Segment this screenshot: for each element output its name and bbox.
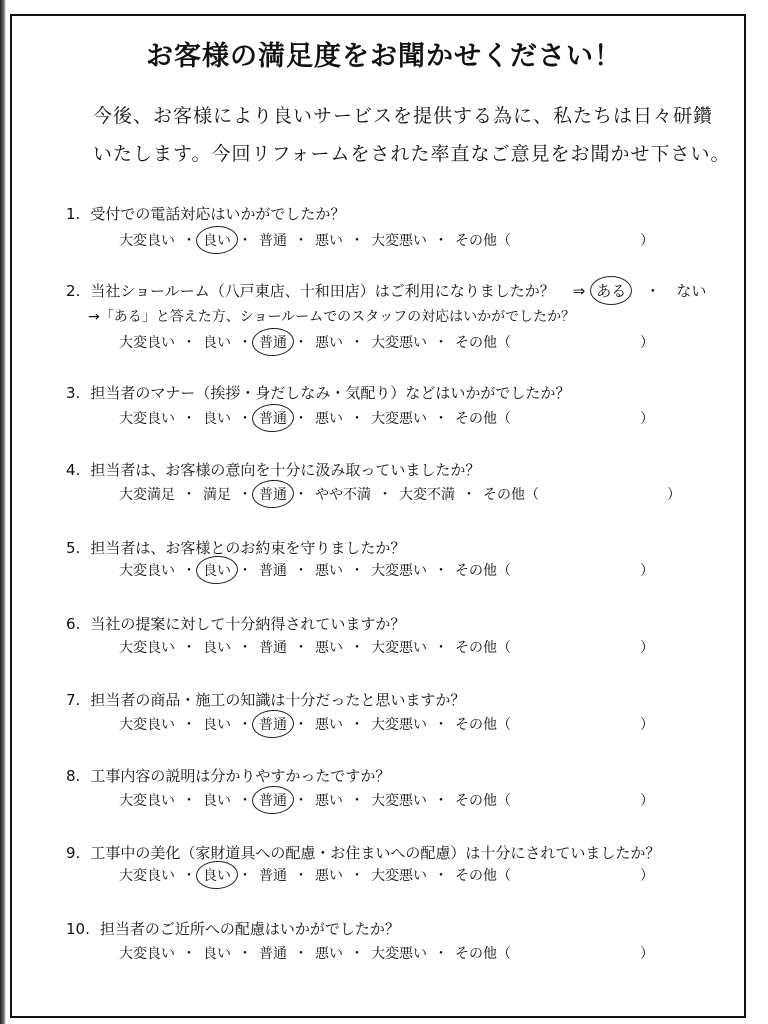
option-choice[interactable]: 大変良い — [119, 717, 175, 733]
option-choice[interactable]: その他（ — [455, 335, 511, 351]
option-choice[interactable]: 悪い — [315, 946, 343, 962]
question-number: 10. — [66, 920, 90, 938]
close-paren: ） — [640, 717, 654, 733]
option-choice[interactable]: 悪い — [315, 411, 343, 427]
separator: ・ — [350, 868, 364, 884]
option-selected[interactable]: 良い — [201, 230, 233, 250]
separator: ・ — [238, 640, 252, 656]
separator: ・ — [182, 411, 196, 427]
separator: ・ — [182, 868, 196, 884]
separator: ・ — [238, 335, 252, 351]
separator: ・ — [294, 487, 308, 503]
option-choice[interactable]: 大変悪い — [371, 946, 427, 962]
option-choice[interactable]: その他（ — [455, 868, 511, 884]
option-choice[interactable]: 大変悪い — [371, 563, 427, 579]
separator: ・ — [238, 717, 252, 733]
separator: ・ — [182, 487, 196, 503]
separator: ・ — [434, 946, 448, 962]
option-choice[interactable]: 満足 — [203, 487, 231, 503]
separator: ・ — [434, 640, 448, 656]
close-paren: ） — [640, 411, 654, 427]
separator: ・ — [294, 793, 308, 809]
option-choice[interactable]: その他（ — [455, 411, 511, 427]
question-number: 8. — [66, 767, 81, 785]
question-number: 3. — [66, 384, 81, 402]
question-number: 1. — [66, 205, 81, 223]
separator: ・ — [238, 563, 252, 579]
option-choice[interactable]: やや不満 — [315, 487, 371, 503]
separator: ・ — [434, 563, 448, 579]
question-label: 担当者のご近所への配慮はいかがでしたか？ — [99, 920, 400, 938]
separator: ・ — [350, 233, 364, 249]
option-selected[interactable]: 普通 — [257, 408, 289, 428]
option-choice[interactable]: 良い — [203, 335, 231, 351]
option-choice[interactable]: 悪い — [315, 335, 343, 351]
question-1-options — [117, 230, 513, 250]
option-selected[interactable]: 普通 — [257, 484, 289, 504]
question-2-text — [66, 280, 706, 301]
answer-yes-circled[interactable]: ある — [593, 280, 629, 301]
option-choice[interactable]: その他（ — [455, 717, 511, 733]
scan-edge — [0, 0, 6, 1024]
separator: ・ — [238, 233, 252, 249]
separator: ・ — [350, 335, 364, 351]
separator: ・ — [294, 717, 308, 733]
question-5-text — [66, 537, 405, 558]
intro-line-2: いたします。今回リフォームをされた率直なご意見をお聞かせ下さい。 — [93, 143, 731, 165]
option-choice[interactable]: 良い — [203, 411, 231, 427]
question-2-options — [117, 332, 513, 352]
question-label: 担当者は、お客様とのお約束を守りましたか？ — [90, 539, 406, 557]
separator: ・ — [350, 563, 364, 579]
separator: ・ — [294, 640, 308, 656]
separator: ・ — [350, 640, 364, 656]
close-paren: ） — [640, 868, 654, 884]
option-choice[interactable]: その他（ — [483, 487, 539, 503]
separator: ・ — [238, 487, 252, 503]
separator: ・ — [434, 793, 448, 809]
separator: ・ — [434, 233, 448, 249]
option-choice[interactable]: その他（ — [455, 946, 511, 962]
separator: ・ — [350, 411, 364, 427]
option-choice[interactable]: 悪い — [315, 563, 343, 579]
question-3-options — [117, 408, 513, 428]
question-8-text — [66, 765, 390, 786]
question-label: 受付での電話対応はいかがでしたか？ — [90, 205, 346, 223]
option-choice[interactable]: 大変良い — [119, 233, 175, 249]
option-choice[interactable]: その他（ — [455, 640, 511, 656]
option-choice[interactable]: 大変悪い — [371, 868, 427, 884]
option-choice[interactable]: その他（ — [455, 563, 511, 579]
intro-line-1: 今後、お客様により良いサービスを提供する為に、私たちは日々研鑽 — [93, 105, 714, 127]
option-choice[interactable]: 大変良い — [119, 946, 175, 962]
option-choice[interactable]: 普通 — [259, 563, 287, 579]
question-label: 当社ショールーム（八戸東店、十和田店）はご利用になりましたか？ — [90, 282, 555, 300]
option-selected[interactable]: 良い — [201, 560, 233, 580]
option-choice[interactable]: 大変良い — [119, 868, 175, 884]
question-8-options — [117, 790, 513, 810]
option-choice[interactable]: 良い — [203, 717, 231, 733]
close-paren: ） — [667, 487, 681, 503]
option-choice[interactable]: 悪い — [315, 717, 343, 733]
question-label: 工事中の美化（家財道具への配慮・お住まいへの配慮）は十分にされていましたか？ — [90, 844, 661, 862]
option-choice[interactable]: 悪い — [315, 868, 343, 884]
separator: ・ — [462, 487, 476, 503]
question-number: 7. — [66, 691, 81, 709]
option-choice[interactable]: 大変悪い — [371, 640, 427, 656]
close-paren: ） — [640, 233, 654, 249]
question-6-text — [66, 613, 405, 634]
separator: ・ — [645, 282, 661, 300]
question-number: 6. — [66, 615, 81, 633]
option-choice[interactable]: 大変良い — [119, 563, 175, 579]
separator: ・ — [378, 487, 392, 503]
option-choice[interactable]: 普通 — [259, 946, 287, 962]
question-7-options — [117, 714, 513, 734]
option-choice[interactable]: 悪い — [315, 640, 343, 656]
question-number: 5. — [66, 539, 81, 557]
option-selected[interactable]: 普通 — [257, 790, 289, 810]
option-choice[interactable]: 良い — [203, 793, 231, 809]
separator: ・ — [182, 640, 196, 656]
question-10-options — [117, 943, 513, 963]
option-choice[interactable]: 大変満足 — [119, 487, 175, 503]
separator: ・ — [238, 868, 252, 884]
question-3-text — [66, 382, 570, 403]
option-choice[interactable]: その他（ — [455, 233, 511, 249]
option-choice[interactable]: 大変不満 — [399, 487, 455, 503]
page-title: お客様の満足度をお聞かせください！ — [146, 41, 622, 72]
separator: ・ — [434, 717, 448, 733]
separator: ・ — [238, 793, 252, 809]
option-choice[interactable]: 大変悪い — [371, 335, 427, 351]
separator: ・ — [350, 717, 364, 733]
close-paren: ） — [640, 563, 654, 579]
separator: ・ — [350, 793, 364, 809]
question-label: 工事内容の説明は分かりやすかったですか？ — [90, 767, 391, 785]
question-9-options — [117, 865, 513, 885]
separator: ・ — [294, 411, 308, 427]
option-choice[interactable]: 大変悪い — [371, 411, 427, 427]
question-label: 担当者のマナー（挨拶・身だしなみ・気配り）などはいかがでしたか？ — [90, 384, 571, 402]
option-selected[interactable]: 良い — [201, 865, 233, 885]
separator: ・ — [238, 411, 252, 427]
question-6-options — [117, 637, 513, 657]
separator: ・ — [350, 946, 364, 962]
option-choice[interactable]: 普通 — [259, 233, 287, 249]
option-choice[interactable]: 悪い — [315, 793, 343, 809]
separator: ・ — [294, 946, 308, 962]
close-paren: ） — [640, 793, 654, 809]
separator: ・ — [182, 563, 196, 579]
option-choice[interactable]: 大変良い — [119, 640, 175, 656]
option-choice[interactable]: 良い — [203, 640, 231, 656]
close-paren: ） — [640, 946, 654, 962]
option-choice[interactable]: 大変良い — [119, 793, 175, 809]
option-choice[interactable]: 大変悪い — [371, 717, 427, 733]
separator: ・ — [294, 335, 308, 351]
question-7-text — [66, 689, 465, 710]
option-choice[interactable]: その他（ — [455, 793, 511, 809]
question-5-options — [117, 560, 513, 580]
separator: ・ — [182, 946, 196, 962]
question-2-followup: →「ある」と答えた方、ショールームでのスタッフの対応はいかがでしたか？ — [88, 309, 576, 325]
separator: ・ — [434, 411, 448, 427]
separator: ・ — [182, 233, 196, 249]
separator: ・ — [238, 946, 252, 962]
option-selected[interactable]: 普通 — [257, 714, 289, 734]
separator: ・ — [434, 868, 448, 884]
separator: ・ — [294, 868, 308, 884]
question-label: 担当者の商品・施工の知識は十分だったと思いますか？ — [90, 691, 466, 709]
option-choice[interactable]: 大変良い — [119, 335, 175, 351]
option-choice[interactable]: 大変良い — [119, 411, 175, 427]
option-choice[interactable]: 大変悪い — [371, 793, 427, 809]
separator: ・ — [434, 335, 448, 351]
question-label: 当社の提案に対して十分納得されていますか？ — [90, 615, 406, 633]
separator: ・ — [294, 563, 308, 579]
option-choice[interactable]: 普通 — [259, 868, 287, 884]
question-4-options — [117, 484, 541, 504]
question-4-text — [66, 459, 480, 480]
option-choice[interactable]: 良い — [203, 946, 231, 962]
question-9-text — [66, 842, 660, 863]
separator: ・ — [182, 793, 196, 809]
question-1-text — [66, 203, 345, 224]
separator: ・ — [182, 717, 196, 733]
separator: ・ — [182, 335, 196, 351]
option-choice[interactable]: 大変悪い — [371, 233, 427, 249]
question-number: 9. — [66, 844, 81, 862]
separator: ・ — [294, 233, 308, 249]
close-paren: ） — [640, 640, 654, 656]
question-number: 4. — [66, 461, 81, 479]
answer-no[interactable]: ない — [676, 282, 707, 300]
option-selected[interactable]: 普通 — [257, 332, 289, 352]
close-paren: ） — [640, 335, 654, 351]
option-choice[interactable]: 普通 — [259, 640, 287, 656]
question-number: 2. — [66, 282, 81, 300]
question-10-text — [66, 918, 400, 939]
arrow-icon: ⇒ — [572, 282, 586, 300]
option-choice[interactable]: 悪い — [315, 233, 343, 249]
question-label: 担当者は、お客様の意向を十分に汲み取っていましたか？ — [90, 461, 481, 479]
